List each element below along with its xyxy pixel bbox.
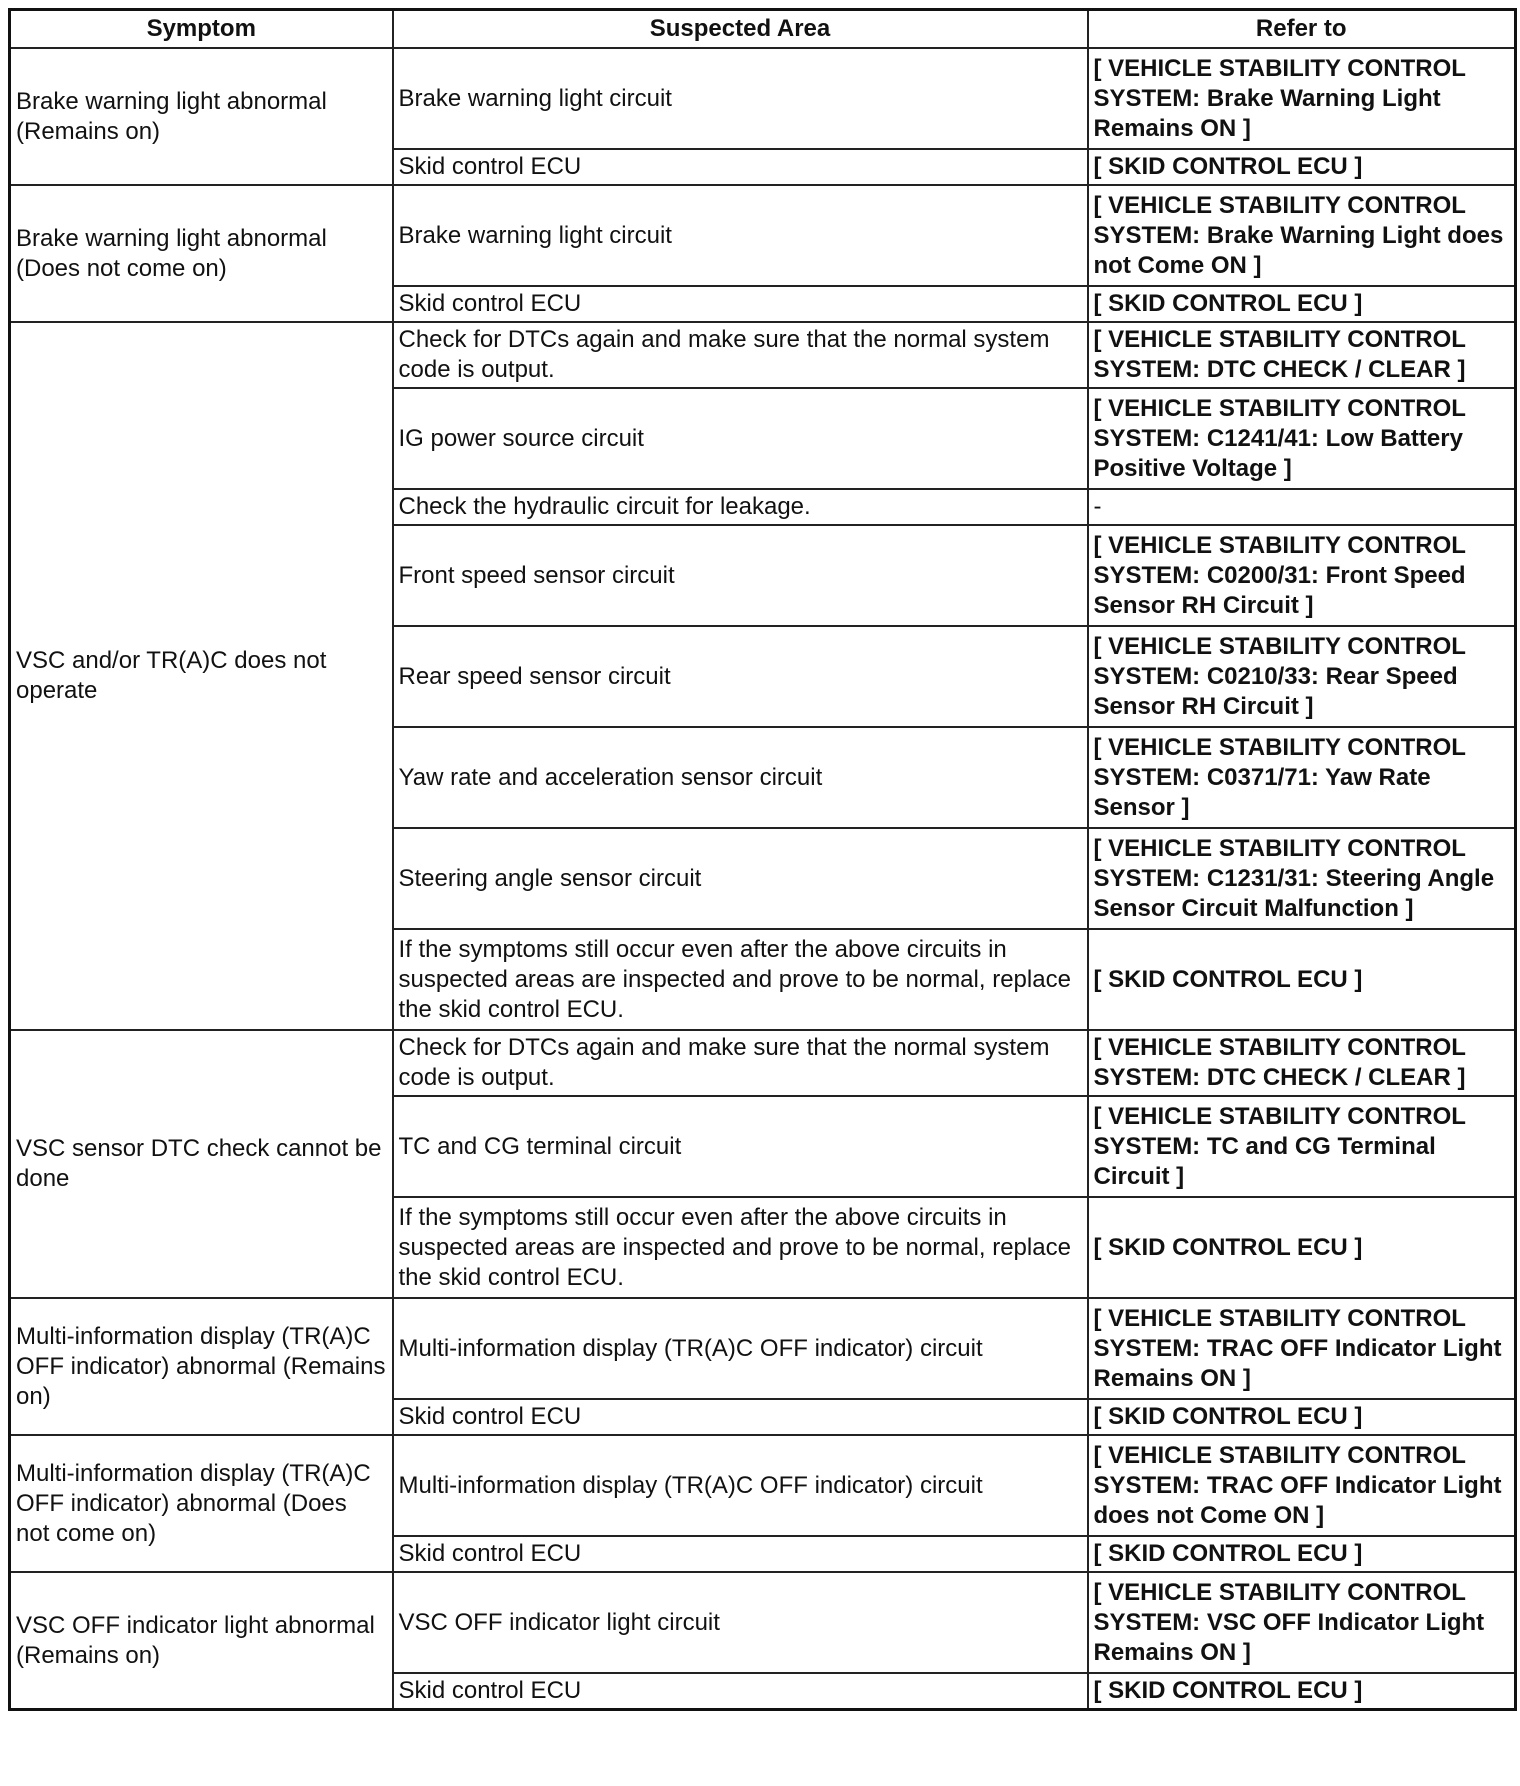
- symptom-cell: VSC OFF indicator light abnormal (Remains on): [10, 1572, 393, 1710]
- header-symptom: Symptom: [10, 10, 393, 49]
- header-row: [10, 10, 1516, 49]
- refer-link[interactable]: [ VEHICLE STABILITY CONTROL SYSTEM: C0200/31: Front Speed Sensor RH Circuit ]: [1088, 525, 1516, 626]
- area-cell: IG power source circuit: [393, 388, 1088, 489]
- refer-link[interactable]: [ SKID CONTROL ECU ]: [1088, 1399, 1516, 1435]
- header-refer-to: Refer to: [1088, 10, 1516, 49]
- symptom-cell: VSC and/or TR(A)C does not operate: [10, 322, 393, 1030]
- area-cell: Skid control ECU: [393, 1673, 1088, 1710]
- refer-link[interactable]: [ VEHICLE STABILITY CONTROL SYSTEM: VSC OFF Indicator Light Remains ON ]: [1088, 1572, 1516, 1673]
- refer-link[interactable]: [ SKID CONTROL ECU ]: [1088, 286, 1516, 322]
- area-cell: Check for DTCs again and make sure that the normal system code is output.: [393, 1030, 1088, 1096]
- symptom-cell: Brake warning light abnormal (Remains on): [10, 48, 393, 185]
- table-row: [10, 1030, 1516, 1096]
- area-cell: TC and CG terminal circuit: [393, 1096, 1088, 1197]
- area-cell: Front speed sensor circuit: [393, 525, 1088, 626]
- refer-link[interactable]: [ SKID CONTROL ECU ]: [1088, 1197, 1516, 1298]
- symptom-cell: Multi-information display (TR(A)C OFF indicator) abnormal (Remains on): [10, 1298, 393, 1435]
- refer-link[interactable]: [ VEHICLE STABILITY CONTROL SYSTEM: C0371/71: Yaw Rate Sensor ]: [1088, 727, 1516, 828]
- area-cell: Check the hydraulic circuit for leakage.: [393, 489, 1088, 525]
- refer-link[interactable]: [ VEHICLE STABILITY CONTROL SYSTEM: Brake Warning Light Remains ON ]: [1088, 48, 1516, 149]
- area-cell: Multi-information display (TR(A)C OFF indicator) circuit: [393, 1298, 1088, 1399]
- area-cell: Rear speed sensor circuit: [393, 626, 1088, 727]
- area-cell: Skid control ECU: [393, 1399, 1088, 1435]
- table-row: [10, 1298, 1516, 1399]
- refer-link[interactable]: [ SKID CONTROL ECU ]: [1088, 1536, 1516, 1572]
- refer-link[interactable]: [ SKID CONTROL ECU ]: [1088, 1673, 1516, 1710]
- header-suspected-area: Suspected Area: [393, 10, 1088, 49]
- table-row: [10, 322, 1516, 388]
- refer-link[interactable]: [ VEHICLE STABILITY CONTROL SYSTEM: DTC CHECK / CLEAR ]: [1088, 322, 1516, 388]
- area-cell: Yaw rate and acceleration sensor circuit: [393, 727, 1088, 828]
- refer-link[interactable]: [ VEHICLE STABILITY CONTROL SYSTEM: DTC CHECK / CLEAR ]: [1088, 1030, 1516, 1096]
- area-cell: If the symptoms still occur even after the above circuits in suspected areas are inspected and prove to be normal, replace the skid control ECU.: [393, 929, 1088, 1030]
- refer-link[interactable]: [ VEHICLE STABILITY CONTROL SYSTEM: TRAC OFF Indicator Light Remains ON ]: [1088, 1298, 1516, 1399]
- refer-link[interactable]: [ VEHICLE STABILITY CONTROL SYSTEM: C1231/31: Steering Angle Sensor Circuit Malfunction ]: [1088, 828, 1516, 929]
- refer-link[interactable]: [ VEHICLE STABILITY CONTROL SYSTEM: Brake Warning Light does not Come ON ]: [1088, 185, 1516, 286]
- area-cell: Skid control ECU: [393, 286, 1088, 322]
- refer-link[interactable]: [ VEHICLE STABILITY CONTROL SYSTEM: C1241/41: Low Battery Positive Voltage ]: [1088, 388, 1516, 489]
- symptom-cell: VSC sensor DTC check cannot be done: [10, 1030, 393, 1298]
- area-cell: Brake warning light circuit: [393, 48, 1088, 149]
- area-cell: If the symptoms still occur even after the above circuits in suspected areas are inspected and prove to be normal, replace the skid control ECU.: [393, 1197, 1088, 1298]
- area-cell: Check for DTCs again and make sure that the normal system code is output.: [393, 322, 1088, 388]
- refer-link[interactable]: [ VEHICLE STABILITY CONTROL SYSTEM: TC and CG Terminal Circuit ]: [1088, 1096, 1516, 1197]
- area-cell: Brake warning light circuit: [393, 185, 1088, 286]
- refer-link[interactable]: [ SKID CONTROL ECU ]: [1088, 929, 1516, 1030]
- refer-link[interactable]: [ VEHICLE STABILITY CONTROL SYSTEM: TRAC OFF Indicator Light does not Come ON ]: [1088, 1435, 1516, 1536]
- area-cell: Steering angle sensor circuit: [393, 828, 1088, 929]
- symptom-cell: Brake warning light abnormal (Does not come on): [10, 185, 393, 322]
- table-row: [10, 48, 1516, 149]
- table-row: [10, 1572, 1516, 1673]
- problem-symptoms-table: [8, 8, 1517, 1711]
- area-cell: Skid control ECU: [393, 1536, 1088, 1572]
- area-cell: Skid control ECU: [393, 149, 1088, 185]
- refer-link[interactable]: [ VEHICLE STABILITY CONTROL SYSTEM: C0210/33: Rear Speed Sensor RH Circuit ]: [1088, 626, 1516, 727]
- symptom-cell: Multi-information display (TR(A)C OFF indicator) abnormal (Does not come on): [10, 1435, 393, 1572]
- table-row: [10, 185, 1516, 286]
- area-cell: VSC OFF indicator light circuit: [393, 1572, 1088, 1673]
- refer-link[interactable]: [ SKID CONTROL ECU ]: [1088, 149, 1516, 185]
- table-row: [10, 1435, 1516, 1536]
- area-cell: Multi-information display (TR(A)C OFF indicator) circuit: [393, 1435, 1088, 1536]
- refer-cell: -: [1088, 489, 1516, 525]
